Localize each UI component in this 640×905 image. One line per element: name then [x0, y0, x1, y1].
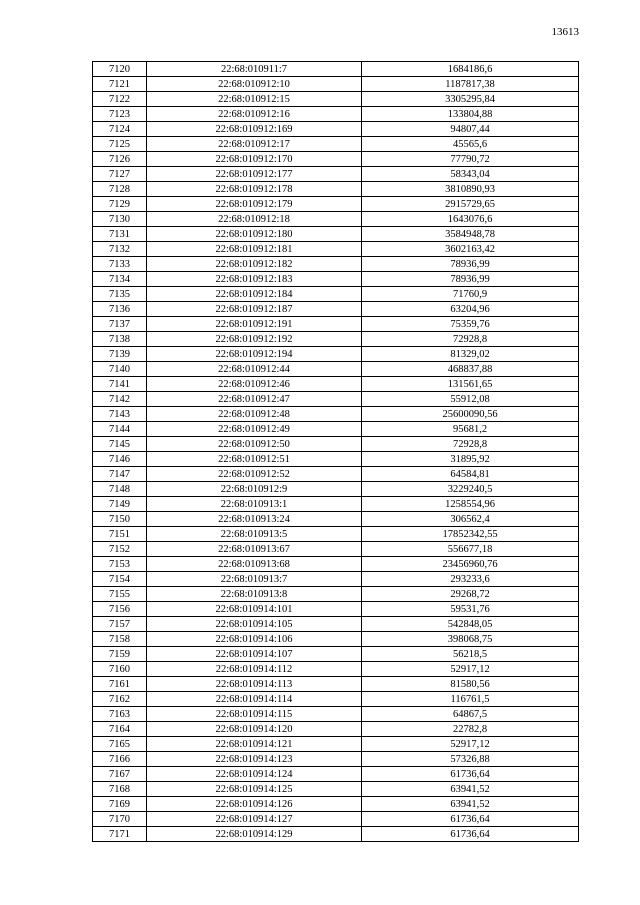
cadastral-number-cell: 22:68:010912:50: [147, 437, 362, 452]
table-row: [93, 272, 579, 287]
row-number-cell: 7128: [93, 182, 147, 197]
row-number-cell: 7145: [93, 437, 147, 452]
value-cell: 61736,64: [362, 767, 579, 782]
row-number-cell: 7164: [93, 722, 147, 737]
value-cell: 64584,81: [362, 467, 579, 482]
value-cell: 3305295,84: [362, 92, 579, 107]
table-row: [93, 227, 579, 242]
cadastral-number-cell: 22:68:010912:18: [147, 212, 362, 227]
table-row: [93, 542, 579, 557]
row-number-cell: 7129: [93, 197, 147, 212]
table-row: [93, 587, 579, 602]
row-number-cell: 7154: [93, 572, 147, 587]
table-row: [93, 482, 579, 497]
cadastral-number-cell: 22:68:010914:127: [147, 812, 362, 827]
table-row: [93, 332, 579, 347]
value-cell: 81580,56: [362, 677, 579, 692]
cadastral-number-cell: 22:68:010914:123: [147, 752, 362, 767]
cadastral-number-cell: 22:68:010914:124: [147, 767, 362, 782]
table-row: [93, 722, 579, 737]
value-cell: 63941,52: [362, 797, 579, 812]
row-number-cell: 7141: [93, 377, 147, 392]
cadastral-number-cell: 22:68:010912:10: [147, 77, 362, 92]
cadastral-number-cell: 22:68:010912:15: [147, 92, 362, 107]
table-row: [93, 437, 579, 452]
table-row: [93, 377, 579, 392]
value-cell: 133804,88: [362, 107, 579, 122]
cadastral-number-cell: 22:68:010912:47: [147, 392, 362, 407]
table-row: [93, 347, 579, 362]
row-number-cell: 7159: [93, 647, 147, 662]
cadastral-number-cell: 22:68:010912:52: [147, 467, 362, 482]
row-number-cell: 7122: [93, 92, 147, 107]
row-number-cell: 7143: [93, 407, 147, 422]
cadastral-number-cell: 22:68:010914:113: [147, 677, 362, 692]
cadastral-number-cell: 22:68:010912:169: [147, 122, 362, 137]
row-number-cell: 7157: [93, 617, 147, 632]
cadastral-number-cell: 22:68:010913:68: [147, 557, 362, 572]
value-cell: 56218,5: [362, 647, 579, 662]
table-row: [93, 392, 579, 407]
cadastral-number-cell: 22:68:010914:115: [147, 707, 362, 722]
row-number-cell: 7149: [93, 497, 147, 512]
value-cell: 71760,9: [362, 287, 579, 302]
cadastral-number-cell: 22:68:010913:5: [147, 527, 362, 542]
row-number-cell: 7169: [93, 797, 147, 812]
table-row: [93, 767, 579, 782]
table-row: [93, 182, 579, 197]
table-row: [93, 827, 579, 842]
value-cell: 63204,96: [362, 302, 579, 317]
value-cell: 131561,65: [362, 377, 579, 392]
cadastral-number-cell: 22:68:010912:183: [147, 272, 362, 287]
row-number-cell: 7158: [93, 632, 147, 647]
table-row: [93, 497, 579, 512]
row-number-cell: 7160: [93, 662, 147, 677]
row-number-cell: 7147: [93, 467, 147, 482]
value-cell: 55912,08: [362, 392, 579, 407]
cadastral-number-cell: 22:68:010914:129: [147, 827, 362, 842]
value-cell: 3584948,78: [362, 227, 579, 242]
value-cell: 23456960,76: [362, 557, 579, 572]
cadastral-number-cell: 22:68:010914:120: [147, 722, 362, 737]
cadastral-number-cell: 22:68:010914:107: [147, 647, 362, 662]
value-cell: 1187817,38: [362, 77, 579, 92]
row-number-cell: 7136: [93, 302, 147, 317]
table-row: [93, 527, 579, 542]
row-number-cell: 7127: [93, 167, 147, 182]
value-cell: 116761,5: [362, 692, 579, 707]
value-cell: 75359,76: [362, 317, 579, 332]
row-number-cell: 7162: [93, 692, 147, 707]
row-number-cell: 7151: [93, 527, 147, 542]
value-cell: 57326,88: [362, 752, 579, 767]
value-cell: 1643076,6: [362, 212, 579, 227]
value-cell: 58343,04: [362, 167, 579, 182]
value-cell: 61736,64: [362, 827, 579, 842]
table-row: [93, 362, 579, 377]
row-number-cell: 7124: [93, 122, 147, 137]
value-cell: 22782,8: [362, 722, 579, 737]
cadastral-table: [92, 61, 579, 842]
row-number-cell: 7171: [93, 827, 147, 842]
value-cell: 1258554,96: [362, 497, 579, 512]
row-number-cell: 7161: [93, 677, 147, 692]
value-cell: 31895,92: [362, 452, 579, 467]
cadastral-number-cell: 22:68:010912:177: [147, 167, 362, 182]
table-row: [93, 812, 579, 827]
cadastral-number-cell: 22:68:010914:112: [147, 662, 362, 677]
row-number-cell: 7133: [93, 257, 147, 272]
row-number-cell: 7137: [93, 317, 147, 332]
value-cell: 2915729,65: [362, 197, 579, 212]
table-row: [93, 152, 579, 167]
value-cell: 3602163,42: [362, 242, 579, 257]
row-number-cell: 7139: [93, 347, 147, 362]
table-row: [93, 62, 579, 77]
value-cell: 306562,4: [362, 512, 579, 527]
value-cell: 64867,5: [362, 707, 579, 722]
row-number-cell: 7142: [93, 392, 147, 407]
row-number-cell: 7156: [93, 602, 147, 617]
row-number-cell: 7168: [93, 782, 147, 797]
row-number-cell: 7125: [93, 137, 147, 152]
table-row: [93, 197, 579, 212]
table-row: [93, 752, 579, 767]
value-cell: 45565,6: [362, 137, 579, 152]
table-row: [93, 617, 579, 632]
table-body: [93, 62, 579, 842]
cadastral-number-cell: 22:68:010913:7: [147, 572, 362, 587]
value-cell: 81329,02: [362, 347, 579, 362]
value-cell: 556677,18: [362, 542, 579, 557]
cadastral-number-cell: 22:68:010913:1: [147, 497, 362, 512]
row-number-cell: 7135: [93, 287, 147, 302]
row-number-cell: 7120: [93, 62, 147, 77]
row-number-cell: 7153: [93, 557, 147, 572]
cadastral-number-cell: 22:68:010912:48: [147, 407, 362, 422]
value-cell: 29268,72: [362, 587, 579, 602]
row-number-cell: 7121: [93, 77, 147, 92]
value-cell: 468837,88: [362, 362, 579, 377]
cadastral-number-cell: 22:68:010912:49: [147, 422, 362, 437]
table-row: [93, 317, 579, 332]
cadastral-number-cell: 22:68:010914:126: [147, 797, 362, 812]
cadastral-number-cell: 22:68:010912:170: [147, 152, 362, 167]
table-row: [93, 302, 579, 317]
value-cell: 3810890,93: [362, 182, 579, 197]
value-cell: 52917,12: [362, 662, 579, 677]
cadastral-number-cell: 22:68:010912:44: [147, 362, 362, 377]
cadastral-number-cell: 22:68:010914:106: [147, 632, 362, 647]
cadastral-number-cell: 22:68:010912:182: [147, 257, 362, 272]
table-row: [93, 512, 579, 527]
cadastral-number-cell: 22:68:010914:101: [147, 602, 362, 617]
value-cell: 72928,8: [362, 332, 579, 347]
table-row: [93, 122, 579, 137]
table-row: [93, 287, 579, 302]
table-row: [93, 467, 579, 482]
table-row: [93, 707, 579, 722]
cadastral-number-cell: 22:68:010914:121: [147, 737, 362, 752]
cadastral-number-cell: 22:68:010914:114: [147, 692, 362, 707]
cadastral-number-cell: 22:68:010912:180: [147, 227, 362, 242]
table-row: [93, 797, 579, 812]
value-cell: 59531,76: [362, 602, 579, 617]
row-number-cell: 7126: [93, 152, 147, 167]
cadastral-number-cell: 22:68:010912:179: [147, 197, 362, 212]
row-number-cell: 7150: [93, 512, 147, 527]
table-row: [93, 137, 579, 152]
row-number-cell: 7166: [93, 752, 147, 767]
table-row: [93, 782, 579, 797]
table-row: [93, 647, 579, 662]
cadastral-number-cell: 22:68:010912:181: [147, 242, 362, 257]
table-row: [93, 452, 579, 467]
row-number-cell: 7155: [93, 587, 147, 602]
row-number-cell: 7152: [93, 542, 147, 557]
table-row: [93, 77, 579, 92]
table-row: [93, 407, 579, 422]
cadastral-number-cell: 22:68:010912:191: [147, 317, 362, 332]
value-cell: 77790,72: [362, 152, 579, 167]
table-row: [93, 572, 579, 587]
cadastral-number-cell: 22:68:010913:8: [147, 587, 362, 602]
row-number-cell: 7170: [93, 812, 147, 827]
row-number-cell: 7165: [93, 737, 147, 752]
cadastral-number-cell: 22:68:010913:67: [147, 542, 362, 557]
cadastral-number-cell: 22:68:010912:17: [147, 137, 362, 152]
value-cell: 3229240,5: [362, 482, 579, 497]
table-row: [93, 422, 579, 437]
table-row: [93, 107, 579, 122]
table-row: [93, 737, 579, 752]
cadastral-number-cell: 22:68:010912:16: [147, 107, 362, 122]
value-cell: 61736,64: [362, 812, 579, 827]
value-cell: 398068,75: [362, 632, 579, 647]
table-row: [93, 662, 579, 677]
value-cell: 72928,8: [362, 437, 579, 452]
value-cell: 78936,99: [362, 272, 579, 287]
row-number-cell: 7123: [93, 107, 147, 122]
value-cell: 52917,12: [362, 737, 579, 752]
table-row: [93, 167, 579, 182]
cadastral-number-cell: 22:68:010912:184: [147, 287, 362, 302]
table-row: [93, 602, 579, 617]
table-row: [93, 692, 579, 707]
value-cell: 542848,05: [362, 617, 579, 632]
cadastral-number-cell: 22:68:010914:105: [147, 617, 362, 632]
value-cell: 1684186,6: [362, 62, 579, 77]
row-number-cell: 7144: [93, 422, 147, 437]
page-number: 13613: [551, 26, 579, 38]
value-cell: 293233,6: [362, 572, 579, 587]
value-cell: 78936,99: [362, 257, 579, 272]
row-number-cell: 7130: [93, 212, 147, 227]
cadastral-number-cell: 22:68:010912:192: [147, 332, 362, 347]
cadastral-number-cell: 22:68:010912:194: [147, 347, 362, 362]
value-cell: 63941,52: [362, 782, 579, 797]
table-row: [93, 92, 579, 107]
row-number-cell: 7132: [93, 242, 147, 257]
cadastral-number-cell: 22:68:010912:178: [147, 182, 362, 197]
value-cell: 17852342,55: [362, 527, 579, 542]
row-number-cell: 7167: [93, 767, 147, 782]
value-cell: 25600090,56: [362, 407, 579, 422]
cadastral-number-cell: 22:68:010912:51: [147, 452, 362, 467]
value-cell: 94807,44: [362, 122, 579, 137]
cadastral-number-cell: 22:68:010914:125: [147, 782, 362, 797]
cadastral-number-cell: 22:68:010913:24: [147, 512, 362, 527]
cadastral-number-cell: 22:68:010912:187: [147, 302, 362, 317]
table-row: [93, 212, 579, 227]
table-row: [93, 557, 579, 572]
table-row: [93, 242, 579, 257]
row-number-cell: 7148: [93, 482, 147, 497]
table-row: [93, 257, 579, 272]
row-number-cell: 7146: [93, 452, 147, 467]
row-number-cell: 7134: [93, 272, 147, 287]
value-cell: 95681,2: [362, 422, 579, 437]
row-number-cell: 7131: [93, 227, 147, 242]
table-row: [93, 677, 579, 692]
table-row: [93, 632, 579, 647]
cadastral-number-cell: 22:68:010912:9: [147, 482, 362, 497]
row-number-cell: 7163: [93, 707, 147, 722]
cadastral-number-cell: 22:68:010912:46: [147, 377, 362, 392]
row-number-cell: 7140: [93, 362, 147, 377]
cadastral-number-cell: 22:68:010911:7: [147, 62, 362, 77]
row-number-cell: 7138: [93, 332, 147, 347]
